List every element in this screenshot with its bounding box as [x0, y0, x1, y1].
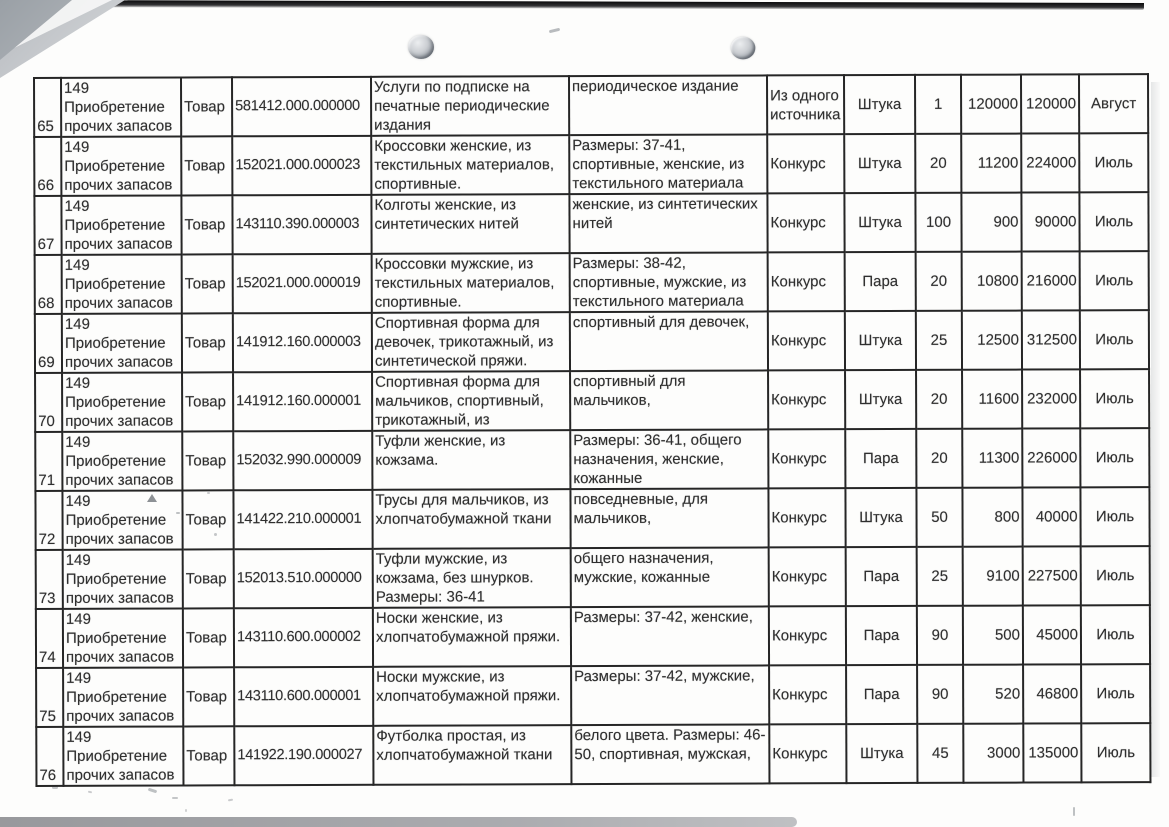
procurement-method-cell: Конкурс — [768, 429, 845, 488]
item-type-cell: Товар — [183, 608, 234, 667]
procurement-method-cell: Конкурс — [769, 547, 846, 606]
total-price-cell: 90000 — [1021, 192, 1079, 251]
total-price-cell: 232000 — [1022, 369, 1080, 428]
item-spec-cell: белого цвета. Размеры: 46-50, спортивная, мужская, — [571, 724, 769, 784]
unit-cell: Штука — [845, 488, 916, 547]
item-name-cell: Спортивная форма для мальчиков, спортивный, трикотажный, из — [372, 371, 570, 431]
month-cell: Июль — [1081, 723, 1150, 782]
procurement-method-cell: Конкурс — [768, 488, 845, 547]
unit-price-cell: 11200 — [961, 134, 1021, 193]
classifier-code-cell: 143110.600.000002 — [234, 608, 373, 667]
row-number-cell: 71 — [35, 432, 62, 491]
item-type-cell: Товар — [183, 667, 234, 726]
expense-category-cell: 149 Приобретение прочих запасов — [61, 136, 181, 195]
classifier-code-cell: 141912.160.000003 — [233, 313, 372, 372]
item-name-cell: Туфли мужские, из кожзама, без шнурков. Размеры: 36-41 — [373, 548, 571, 608]
item-spec-cell: спортивный для девочек, — [570, 311, 768, 371]
classifier-code-cell: 143110.390.000003 — [232, 195, 371, 254]
table-row — [35, 310, 1149, 373]
item-name-cell: Носки мужские, из хлопчатобумажной пряжи. — [373, 666, 571, 726]
item-name-cell: Трусы для мальчиков, из хлопчатобумажной ткани — [372, 489, 570, 549]
expense-category-cell: 149 Приобретение прочих запасов — [63, 549, 183, 608]
item-type-cell: Товар — [182, 313, 233, 372]
procurement-method-cell: Конкурс — [768, 370, 845, 429]
unit-price-cell: 9100 — [963, 547, 1023, 606]
item-type-cell: Товар — [181, 77, 232, 136]
scan-speck — [549, 28, 560, 34]
row-number-cell: 68 — [35, 255, 62, 314]
table-row — [34, 192, 1148, 255]
quantity-cell: 90 — [917, 665, 963, 724]
scan-speck — [148, 788, 157, 794]
item-type-cell: Товар — [182, 431, 233, 490]
quantity-cell: 1 — [915, 75, 961, 134]
procurement-method-cell: Из одного источника — [767, 75, 844, 134]
item-spec-cell: Размеры: 37-41, спортивные, женские, из текстильного материала — [569, 134, 767, 194]
quantity-cell: 25 — [917, 547, 963, 606]
item-type-cell: Товар — [183, 549, 234, 608]
item-name-cell: Футболка простая, из хлопчатобумажной ткани — [373, 725, 571, 785]
unit-cell: Пара — [846, 665, 917, 724]
unit-cell: Штука — [844, 193, 915, 252]
unit-price-cell: 520 — [963, 665, 1023, 724]
expense-category-cell: 149 Приобретение прочих запасов — [63, 608, 183, 667]
item-spec-cell: Размеры: 36-41, общего назначения, женские, кожанные — [570, 429, 768, 489]
classifier-code-cell: 581412.000.000000 — [232, 77, 371, 136]
classifier-code-cell: 141422.210.000001 — [233, 490, 372, 549]
procurement-method-cell: Конкурс — [769, 724, 846, 783]
unit-cell: Пара — [845, 252, 916, 311]
unit-price-cell: 10800 — [962, 252, 1022, 311]
table-row — [34, 133, 1148, 196]
quantity-cell: 90 — [917, 606, 963, 665]
month-cell: Июль — [1080, 487, 1149, 546]
unit-cell: Штука — [846, 724, 917, 783]
item-type-cell: Товар — [182, 372, 233, 431]
total-price-cell: 135000 — [1023, 723, 1081, 782]
row-number-cell: 73 — [36, 550, 63, 609]
procurement-table-body — [34, 74, 1150, 786]
item-name-cell: Носки женские, из хлопчатобумажной пряжи. — [373, 607, 571, 667]
classifier-code-cell: 143110.600.000001 — [234, 667, 373, 726]
total-price-cell: 120000 — [1021, 74, 1079, 133]
month-cell: Июль — [1079, 192, 1148, 251]
item-spec-cell: женские, из синтетических нитей — [569, 193, 767, 253]
row-number-cell: 66 — [34, 137, 61, 196]
row-number-cell: 74 — [36, 609, 63, 668]
month-cell: Июль — [1081, 546, 1150, 605]
month-cell: Июль — [1081, 605, 1150, 664]
quantity-cell: 20 — [916, 370, 962, 429]
table-row — [35, 251, 1149, 314]
month-cell: Июль — [1080, 428, 1149, 487]
item-type-cell: Товар — [181, 136, 232, 195]
total-price-cell: 46800 — [1023, 664, 1081, 723]
unit-price-cell: 11300 — [962, 429, 1022, 488]
total-price-cell: 227500 — [1023, 546, 1081, 605]
total-price-cell: 312500 — [1022, 310, 1080, 369]
scan-speck — [228, 799, 233, 802]
unit-cell: Пара — [846, 606, 917, 665]
month-cell: Июль — [1080, 251, 1149, 310]
item-spec-cell: повседневные, для мальчиков, — [570, 488, 768, 548]
expense-category-cell: 149 Приобретение прочих запасов — [62, 372, 182, 431]
item-spec-cell: спортивный для мальчиков, — [570, 370, 768, 430]
table-row — [35, 369, 1149, 432]
quantity-cell: 20 — [916, 252, 962, 311]
row-number-cell: 69 — [35, 314, 62, 373]
expense-category-cell: 149 Приобретение прочих запасов — [62, 254, 182, 313]
item-spec-cell: Размеры: 37-42, мужские, — [571, 665, 769, 725]
classifier-code-cell: 152021.000.000023 — [232, 136, 371, 195]
month-cell: Июль — [1079, 133, 1148, 192]
unit-price-cell: 800 — [962, 488, 1022, 547]
unit-cell: Штука — [845, 370, 916, 429]
unit-price-cell: 500 — [963, 606, 1023, 665]
procurement-table — [33, 73, 1151, 787]
month-cell: Июль — [1080, 369, 1149, 428]
item-spec-cell: Размеры: 37-42, женские, — [571, 606, 769, 666]
total-price-cell: 45000 — [1023, 605, 1081, 664]
quantity-cell: 20 — [915, 134, 961, 193]
quantity-cell: 100 — [915, 193, 961, 252]
quantity-cell: 45 — [917, 724, 963, 783]
classifier-code-cell: 152021.000.000019 — [233, 254, 372, 313]
item-name-cell: Спортивная форма для девочек, трикотажный, из синтетической пряжи. — [372, 312, 570, 372]
scan-speck — [1073, 807, 1075, 816]
scan-top-edge — [8, 0, 1144, 10]
hole-punch-left — [408, 35, 434, 59]
unit-cell: Пара — [846, 547, 917, 606]
item-name-cell: Кроссовки женские, из текстильных материалов, спортивные. — [371, 135, 569, 195]
month-cell: Июль — [1081, 664, 1150, 723]
quantity-cell: 20 — [916, 429, 962, 488]
row-number-cell: 67 — [34, 196, 61, 255]
scan-speck — [185, 809, 187, 812]
classifier-code-cell: 152032.990.000009 — [233, 431, 372, 490]
paper-edge-shadow — [1151, 82, 1160, 777]
item-name-cell: Туфли женские, из кожзама. — [372, 430, 570, 490]
month-cell: Август — [1079, 74, 1148, 133]
total-price-cell: 216000 — [1022, 251, 1080, 310]
table-row — [36, 605, 1150, 668]
quantity-cell: 25 — [916, 311, 962, 370]
item-type-cell: Товар — [182, 490, 233, 549]
procurement-method-cell: Конкурс — [768, 311, 845, 370]
row-number-cell: 72 — [35, 491, 62, 550]
expense-category-cell: 149 Приобретение прочих запасов — [62, 490, 182, 549]
month-cell: Июль — [1080, 310, 1149, 369]
expense-category-cell: 149 Приобретение прочих запасов — [63, 667, 183, 726]
total-price-cell: 226000 — [1022, 428, 1080, 487]
item-name-cell: Колготы женские, из синтетических нитей — [371, 194, 569, 254]
item-spec-cell: периодическое издание — [569, 75, 767, 135]
table-row — [34, 74, 1148, 137]
unit-price-cell: 900 — [961, 193, 1021, 252]
row-number-cell: 70 — [35, 373, 62, 432]
row-number-cell: 75 — [36, 668, 63, 727]
classifier-code-cell: 141922.190.000027 — [234, 726, 373, 785]
table-row — [35, 428, 1149, 491]
total-price-cell: 224000 — [1021, 133, 1079, 192]
expense-category-cell: 149 Приобретение прочих запасов — [63, 726, 183, 785]
total-price-cell: 40000 — [1022, 487, 1080, 546]
scan-bottom-edge — [0, 817, 797, 827]
procurement-method-cell: Конкурс — [768, 252, 845, 311]
procurement-method-cell: Конкурс — [767, 193, 844, 252]
scan-speck — [172, 797, 178, 799]
table-row — [36, 723, 1150, 786]
item-spec-cell: общего назначения, мужские, кожанные — [571, 547, 769, 607]
expense-category-cell: 149 Приобретение прочих запасов — [62, 313, 182, 372]
quantity-cell: 50 — [916, 488, 962, 547]
table-row — [36, 546, 1150, 609]
procurement-method-cell: Конкурс — [769, 606, 846, 665]
item-name-cell: Кроссовки мужские, из текстильных материалов, спортивные. — [372, 253, 570, 313]
unit-price-cell: 12500 — [962, 311, 1022, 370]
item-name-cell: Услуги по подписке на печатные периодические издания — [371, 76, 569, 136]
expense-category-cell: 149 Приобретение прочих запасов — [62, 431, 182, 490]
expense-category-cell: 149 Приобретение прочих запасов — [61, 195, 181, 254]
classifier-code-cell: 141912.160.000001 — [233, 372, 372, 431]
item-spec-cell: Размеры: 38-42, спортивные, мужские, из текстильного материала — [570, 252, 768, 312]
unit-price-cell: 120000 — [961, 75, 1021, 134]
table-row — [35, 487, 1149, 550]
procurement-method-cell: Конкурс — [767, 134, 844, 193]
unit-price-cell: 11600 — [962, 370, 1022, 429]
unit-cell: Штука — [844, 75, 915, 134]
expense-category-cell: 149 Приобретение прочих запасов — [61, 77, 181, 136]
unit-cell: Пара — [845, 429, 916, 488]
procurement-method-cell: Конкурс — [769, 665, 846, 724]
unit-price-cell: 3000 — [963, 724, 1023, 783]
item-type-cell: Товар — [183, 726, 234, 785]
item-type-cell: Товар — [182, 254, 233, 313]
unit-cell: Штука — [844, 134, 915, 193]
table-row — [36, 664, 1150, 727]
unit-cell: Штука — [845, 311, 916, 370]
classifier-code-cell: 152013.510.000000 — [234, 549, 373, 608]
hole-punch-right — [731, 37, 756, 60]
row-number-cell: 76 — [36, 727, 63, 786]
scan-speck — [88, 791, 92, 794]
item-type-cell: Товар — [181, 195, 232, 254]
row-number-cell: 65 — [34, 78, 61, 137]
